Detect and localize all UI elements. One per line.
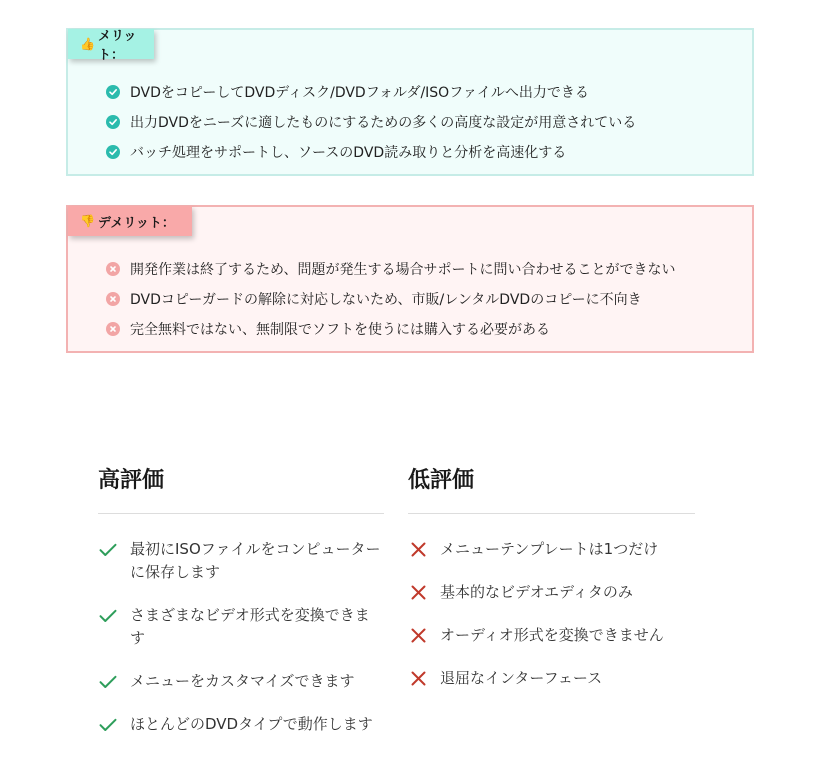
merit-label [68, 29, 154, 63]
x-circle-icon [106, 322, 120, 336]
high-rating-item [98, 604, 384, 650]
thumbs-down-icon: 👎 [80, 214, 95, 228]
merit-item-text: バッチ処理をサポートし、ソースのDVD読み取りと分析を高速化する [130, 145, 567, 161]
low-rating-item [408, 667, 695, 690]
x-circle-icon [106, 262, 120, 276]
check-icon [98, 538, 118, 561]
check-icon [98, 604, 118, 627]
demerit-label [68, 206, 192, 236]
demerit-item-text: 完全無料ではない、無制限でソフトを使うには購入する必要がある [130, 322, 550, 338]
demerit-item [106, 284, 675, 314]
check-circle-icon [106, 145, 120, 159]
low-ratings-title: 低評価 [408, 468, 475, 493]
check-icon [98, 670, 118, 693]
merit-label-text: メリット： [97, 29, 137, 63]
high-rating-text: メニューをカスタマイズできます [130, 672, 355, 690]
cross-icon [408, 538, 428, 561]
x-circle-icon [106, 292, 120, 306]
merit-item-text: 出力DVDをニーズに適したものにするための多くの高度な設定が用意されている [130, 115, 637, 131]
merit-item [106, 137, 636, 167]
high-rating-text: ほとんどのDVDタイプで動作します [130, 715, 373, 733]
high-ratings-column [98, 462, 384, 756]
low-ratings-column [408, 462, 695, 710]
check-circle-icon [106, 85, 120, 99]
high-rating-text: さまざまなビデオ形式を変換できます [130, 606, 370, 647]
low-rating-text: メニューテンプレートは1つだけ [440, 540, 659, 558]
demerit-item [106, 254, 675, 284]
low-rating-item [408, 538, 695, 561]
demerit-item-text: DVDコピーガードの解除に対応しないため、市販/レンタルDVDのコピーに不向き [130, 292, 642, 308]
check-icon [98, 713, 118, 736]
low-rating-item [408, 581, 695, 604]
merit-item-text: DVDをコピーしてDVDディスク/DVDフォルダ/ISOファイルへ出力できる [130, 85, 589, 101]
cross-icon [408, 581, 428, 604]
demerit-item-text: 開発作業は終了するため、問題が発生する場合サポートに問い合わせることができない [130, 262, 676, 278]
merit-item [106, 107, 636, 137]
high-rating-text: 最初にISOファイルをコンピューターに保存します [130, 540, 381, 581]
demerit-list [106, 254, 675, 344]
high-ratings-title: 高評価 [98, 468, 165, 493]
merit-list [106, 77, 636, 167]
demerit-box [66, 205, 754, 353]
cross-icon [408, 667, 428, 690]
low-rating-text: 退屈なインターフェース [440, 669, 603, 687]
high-rating-item [98, 538, 384, 584]
low-rating-text: 基本的なビデオエディタのみ [440, 583, 633, 601]
merit-item [106, 77, 636, 107]
high-rating-item [98, 670, 384, 693]
high-ratings-list [98, 538, 384, 736]
divider [98, 513, 384, 514]
demerit-item [106, 314, 675, 344]
check-circle-icon [106, 115, 120, 129]
low-rating-text: オーディオ形式を変換できません [440, 626, 664, 644]
cross-icon [408, 624, 428, 647]
demerit-label-text: デメリット： [97, 215, 175, 231]
divider [408, 513, 695, 514]
high-rating-item [98, 713, 384, 736]
low-ratings-list [408, 538, 695, 690]
merit-box [66, 28, 754, 176]
thumbs-up-icon: 👍 [80, 37, 95, 51]
low-rating-item [408, 624, 695, 647]
